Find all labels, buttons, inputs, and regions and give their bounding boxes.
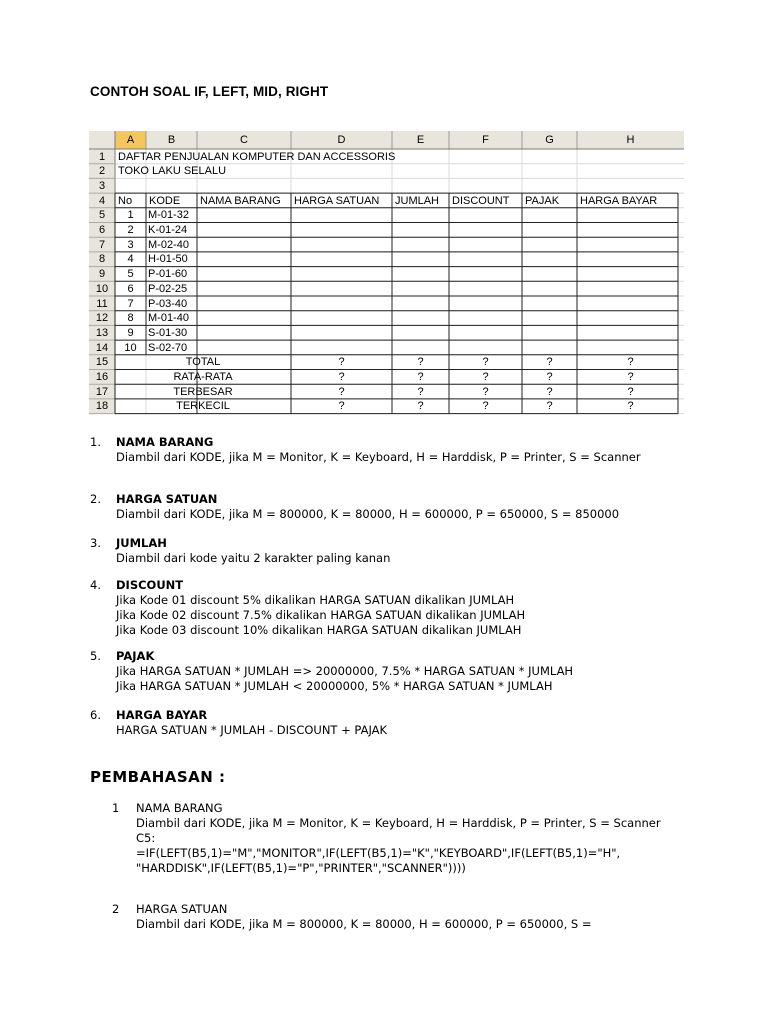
row-header-1[interactable]: 1 xyxy=(98,150,106,163)
spreadsheet xyxy=(89,131,684,415)
cell-kode[interactable]: S-02-70 xyxy=(148,341,188,354)
table-header-harga-satuan[interactable]: HARGA SATUAN xyxy=(294,194,380,207)
question-number: 3. xyxy=(90,536,101,550)
column-header-e[interactable]: E xyxy=(416,134,425,146)
summary-value[interactable]: ? xyxy=(482,371,489,383)
question-text: Diambil dari KODE, jika M = Monitor, K = Keyboard, H = Harddisk, P = Printer, S = Scanner xyxy=(116,450,641,464)
table-header-nama-barang[interactable]: NAMA BARANG xyxy=(200,194,281,207)
summary-value[interactable]: ? xyxy=(627,371,634,383)
question-number: 1. xyxy=(90,435,101,449)
summary-value[interactable]: ? xyxy=(338,400,345,413)
pembahasan-text: Diambil dari KODE, jika M = 800000, K = 80000, H = 600000, P = 650000, S = xyxy=(136,917,592,931)
row-header-14[interactable]: 14 xyxy=(95,341,109,354)
question-number: 2. xyxy=(90,492,101,506)
question-text: Jika Kode 02 discount 7.5% dikalikan HARGA SATUAN dikalikan JUMLAH xyxy=(116,608,526,622)
column-header-g[interactable]: G xyxy=(545,134,554,146)
column-header-f[interactable]: F xyxy=(482,134,489,146)
summary-value[interactable]: ? xyxy=(338,385,345,398)
question-body xyxy=(116,578,678,638)
sheet-heading-2[interactable]: TOKO LAKU SELALU xyxy=(118,165,227,178)
table-header-discount[interactable]: DISCOUNT xyxy=(452,194,510,207)
row-header-2[interactable]: 2 xyxy=(98,165,106,178)
cell-kode[interactable]: M-02-40 xyxy=(148,238,189,251)
cell-kode[interactable]: M-01-40 xyxy=(148,312,189,325)
summary-value[interactable]: ? xyxy=(482,356,489,369)
cell-kode[interactable]: K-01-24 xyxy=(148,224,188,236)
cell-no[interactable]: 9 xyxy=(127,326,134,339)
table-header-no[interactable]: No xyxy=(118,194,133,207)
column-header-a[interactable]: A xyxy=(126,134,135,146)
row-header-12[interactable]: 12 xyxy=(95,312,109,325)
question-heading: PAJAK xyxy=(116,649,155,663)
cell-kode[interactable]: H-01-50 xyxy=(148,253,188,266)
question-text: Jika Kode 03 discount 10% dikalikan HARGA SATUAN dikalikan JUMLAH xyxy=(116,623,522,637)
cell-no[interactable]: 2 xyxy=(127,224,134,236)
question-number: 5. xyxy=(90,649,101,663)
pembahasan-body xyxy=(136,801,676,876)
question-heading: HARGA BAYAR xyxy=(116,708,208,722)
summary-value[interactable]: ? xyxy=(417,400,424,413)
question-text: Jika HARGA SATUAN * JUMLAH => 20000000, 7.5% * HARGA SATUAN * JUMLAH xyxy=(116,664,574,678)
row-header-9[interactable]: 9 xyxy=(98,268,106,281)
question-heading: HARGA SATUAN xyxy=(116,492,218,506)
row-header-5[interactable]: 5 xyxy=(98,209,106,222)
summary-value[interactable]: ? xyxy=(417,356,424,369)
column-header-b[interactable]: B xyxy=(167,134,176,146)
question-body xyxy=(116,708,678,738)
table-header-harga-bayar[interactable]: HARGA BAYAR xyxy=(580,194,658,207)
row-header-7[interactable]: 7 xyxy=(98,238,106,251)
cell-no[interactable]: 3 xyxy=(127,238,134,251)
question-text: Jika Kode 01 discount 5% dikalikan HARGA SATUAN dikalikan JUMLAH xyxy=(116,593,515,607)
question-body xyxy=(116,435,678,465)
summary-value[interactable]: ? xyxy=(482,400,489,413)
row-header-18[interactable]: 18 xyxy=(95,400,109,413)
question-heading: JUMLAH xyxy=(116,536,167,550)
table-header-pajak[interactable]: PAJAK xyxy=(525,194,560,207)
row-header-13[interactable]: 13 xyxy=(95,326,109,339)
question-text: Jika HARGA SATUAN * JUMLAH < 20000000, 5% * HARGA SATUAN * JUMLAH xyxy=(116,679,553,693)
question-text: HARGA SATUAN * JUMLAH - DISCOUNT + PAJAK xyxy=(116,723,388,737)
question-text: Diambil dari KODE, jika M = 800000, K = 80000, H = 600000, P = 650000, S = 850000 xyxy=(116,507,620,521)
cell-kode[interactable]: P-02-25 xyxy=(148,282,188,295)
pembahasan-heading: PEMBAHASAN : xyxy=(90,768,226,786)
row-header-6[interactable]: 6 xyxy=(98,224,106,236)
summary-value[interactable]: ? xyxy=(627,400,634,413)
summary-value[interactable]: ? xyxy=(338,371,345,383)
row-header-3[interactable]: 3 xyxy=(98,179,106,192)
summary-value[interactable]: ? xyxy=(417,371,424,383)
question-heading: DISCOUNT xyxy=(116,578,184,592)
pembahasan-text: Diambil dari KODE, jika M = Monitor, K = Keyboard, H = Harddisk, P = Printer, S = Scanner xyxy=(136,816,661,830)
row-header-4[interactable]: 4 xyxy=(98,194,106,207)
pembahasan-heading-text: HARGA SATUAN xyxy=(136,902,228,916)
pembahasan-heading-text: NAMA BARANG xyxy=(136,801,223,815)
cell-kode[interactable]: S-01-30 xyxy=(148,326,188,339)
question-heading: NAMA BARANG xyxy=(116,435,214,449)
pembahasan-body xyxy=(136,902,676,932)
table-header-kode[interactable]: KODE xyxy=(149,194,181,207)
pembahasan-text: C5: xyxy=(136,831,156,845)
cell-no[interactable]: 6 xyxy=(127,282,134,295)
cell-kode[interactable]: P-01-60 xyxy=(148,268,188,281)
question-body xyxy=(116,492,678,522)
summary-value[interactable]: ? xyxy=(627,356,634,369)
row-header-16[interactable]: 16 xyxy=(95,371,109,383)
cell-no[interactable]: 10 xyxy=(124,341,137,354)
question-body xyxy=(116,536,678,566)
summary-label[interactable]: TERBESAR xyxy=(173,385,233,398)
summary-value[interactable]: ? xyxy=(482,385,489,398)
column-header-h[interactable]: H xyxy=(626,134,635,146)
summary-value[interactable]: ? xyxy=(546,371,553,383)
question-number: 6. xyxy=(90,708,101,722)
pembahasan-number: 2 xyxy=(112,902,120,916)
cell-no[interactable]: 7 xyxy=(127,297,134,310)
row-header-15[interactable]: 15 xyxy=(95,356,109,369)
question-text: Diambil dari kode yaitu 2 karakter paling kanan xyxy=(116,551,391,565)
summary-label[interactable]: RATA-RATA xyxy=(173,371,233,383)
page-title: CONTOH SOAL IF, LEFT, MID, RIGHT xyxy=(90,84,329,99)
column-header-d[interactable]: D xyxy=(337,134,346,146)
summary-value[interactable]: ? xyxy=(546,385,553,398)
cell-kode[interactable]: P-03-40 xyxy=(148,297,188,310)
cell-kode[interactable]: M-01-32 xyxy=(148,209,189,222)
summary-label[interactable]: TERKECIL xyxy=(176,400,230,413)
table-header-jumlah[interactable]: JUMLAH xyxy=(395,194,440,207)
row-header-11[interactable]: 11 xyxy=(96,297,108,310)
sheet-heading-1[interactable]: DAFTAR PENJUALAN KOMPUTER DAN ACCESSORIS xyxy=(118,150,396,163)
row-header-17[interactable]: 17 xyxy=(95,385,109,398)
question-body xyxy=(116,649,678,694)
summary-value[interactable]: ? xyxy=(338,356,345,369)
summary-value[interactable]: ? xyxy=(546,400,553,413)
summary-value[interactable]: ? xyxy=(417,385,424,398)
summary-label[interactable]: TOTAL xyxy=(185,356,221,369)
row-header-10[interactable]: 10 xyxy=(95,282,109,295)
pembahasan-number: 1 xyxy=(112,801,120,815)
row-header-8[interactable]: 8 xyxy=(98,253,106,266)
cell-no[interactable]: 5 xyxy=(127,268,134,281)
summary-value[interactable]: ? xyxy=(627,385,634,398)
pembahasan-text: =IF(LEFT(B5,1)="M","MONITOR",IF(LEFT(B5,1)="K","KEYBOARD",IF(LEFT(B5,1)="H", "HARDDISK",IF(LEFT(B5,1)="P","PRINTER","SCANNER")))) xyxy=(136,846,621,875)
cell-no[interactable]: 4 xyxy=(127,253,134,266)
question-number: 4. xyxy=(90,578,101,592)
summary-value[interactable]: ? xyxy=(546,356,553,369)
column-header-c[interactable]: C xyxy=(240,134,248,146)
cell-no[interactable]: 1 xyxy=(127,209,134,222)
cell-no[interactable]: 8 xyxy=(127,312,134,325)
